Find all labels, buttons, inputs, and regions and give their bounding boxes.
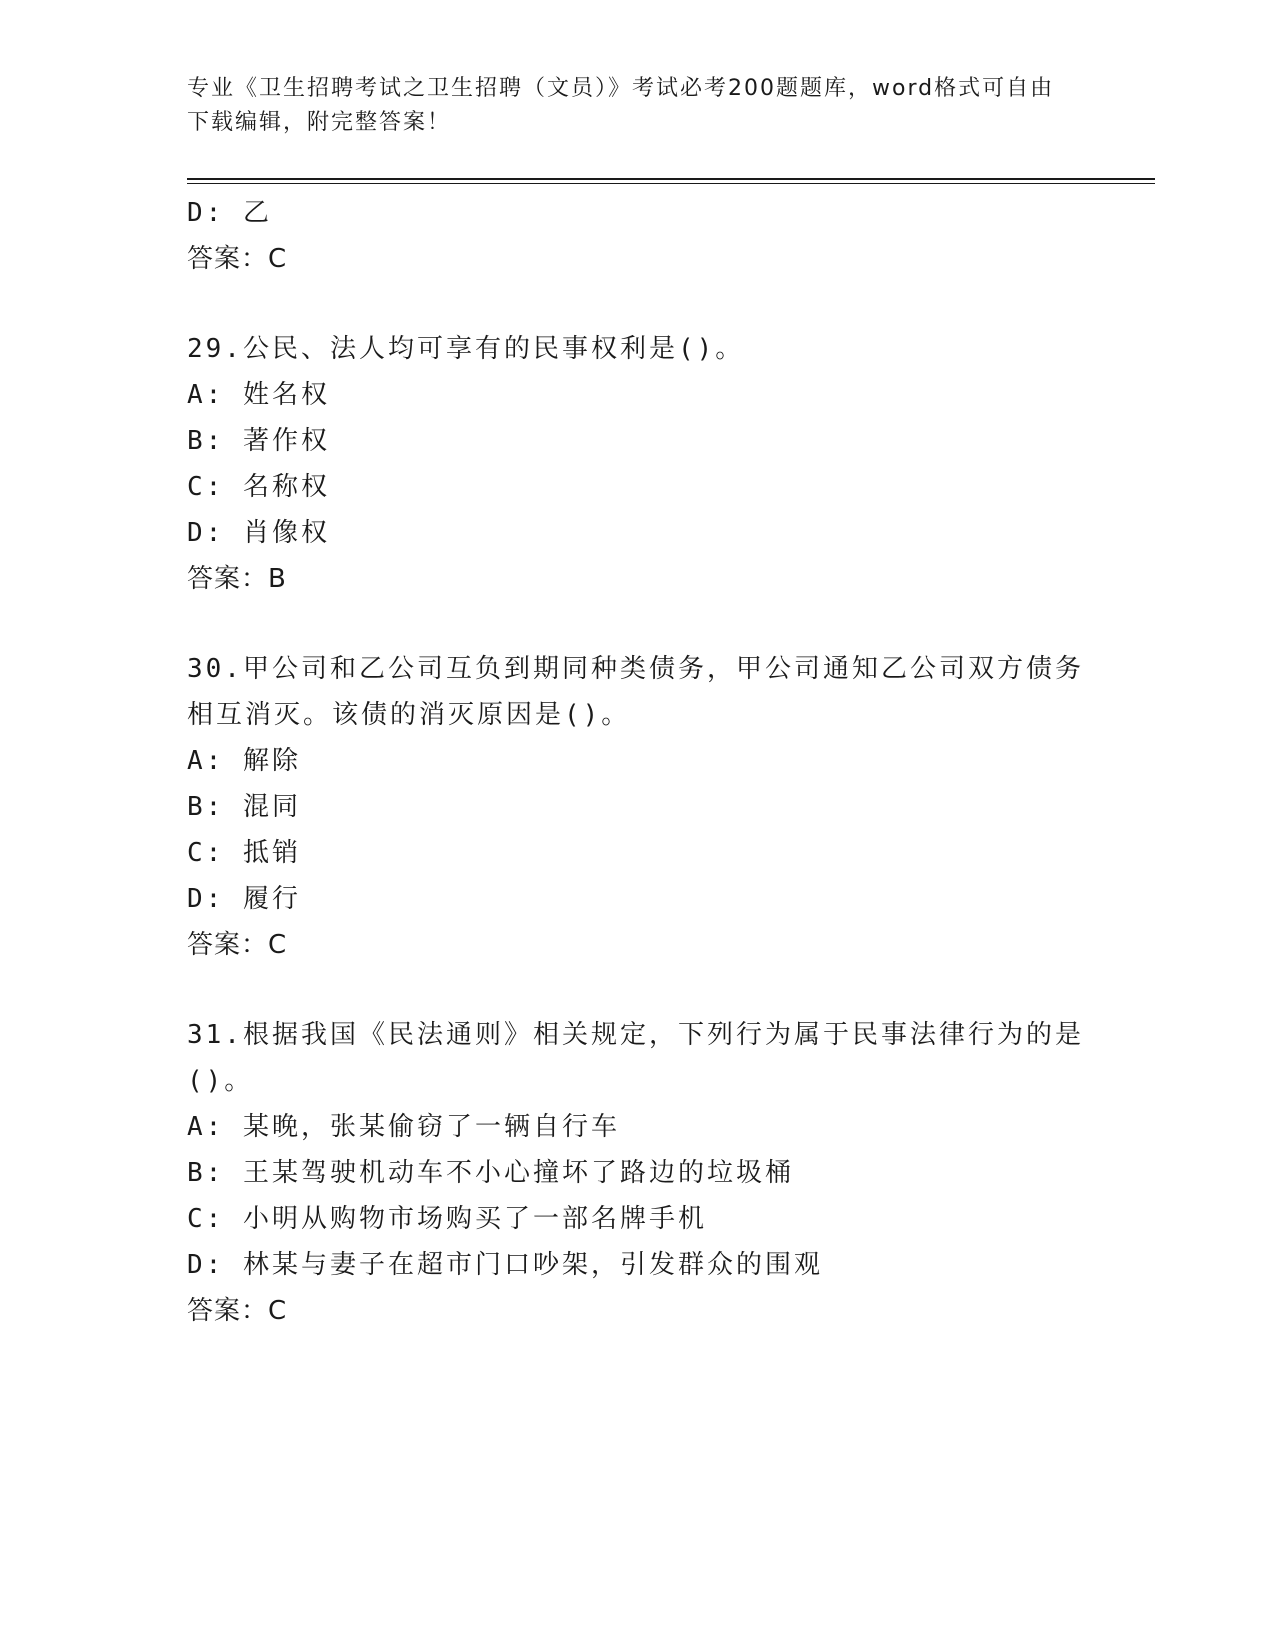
- carryover-option-d: D: 乙: [187, 198, 272, 228]
- option-b: B: 王某驾驶机动车不小心撞坏了路边的垃圾桶: [187, 1158, 794, 1188]
- header-divider-thin: [187, 183, 1155, 184]
- option-b: B: 混同: [187, 792, 301, 822]
- option-a: A: 某晚，张某偷窃了一辆自行车: [187, 1112, 620, 1142]
- option-c: C: 抵销: [187, 838, 301, 868]
- question-31: [187, 1012, 1087, 1334]
- answer-line: 答案：C: [187, 1296, 288, 1326]
- header-divider-thick: [187, 178, 1155, 180]
- document-header: 专业《卫生招聘考试之卫生招聘（文员）》考试必考200题题库，word格式可自由下载编辑，附完整答案！: [187, 76, 1055, 135]
- question-content: [187, 190, 1087, 1334]
- option-d: D: 林某与妻子在超市门口吵架，引发群众的围观: [187, 1250, 823, 1280]
- option-c: C: 小明从购物市场购买了一部名牌手机: [187, 1204, 707, 1234]
- question-29: [187, 326, 1087, 602]
- option-b: B: 著作权: [187, 426, 330, 456]
- option-d: D: 履行: [187, 884, 301, 914]
- answer-line: 答案：B: [187, 564, 287, 594]
- option-c: C: 名称权: [187, 472, 330, 502]
- option-a: A: 解除: [187, 746, 301, 776]
- question-stem: 29.公民、法人均可享有的民事权利是()。: [187, 334, 745, 364]
- question-30: [187, 646, 1087, 968]
- option-a: A: 姓名权: [187, 380, 330, 410]
- answer-line: 答案：C: [187, 930, 288, 960]
- question-stem: 30.甲公司和乙公司互负到期同种类债务，甲公司通知乙公司双方债务相互消灭。该债的消灭原因是()。: [187, 654, 1084, 730]
- question-stem: 31.根据我国《民法通则》相关规定，下列行为属于民事法律行为的是()。: [187, 1020, 1084, 1096]
- carryover-answer: 答案：C: [187, 244, 288, 274]
- option-d: D: 肖像权: [187, 518, 330, 548]
